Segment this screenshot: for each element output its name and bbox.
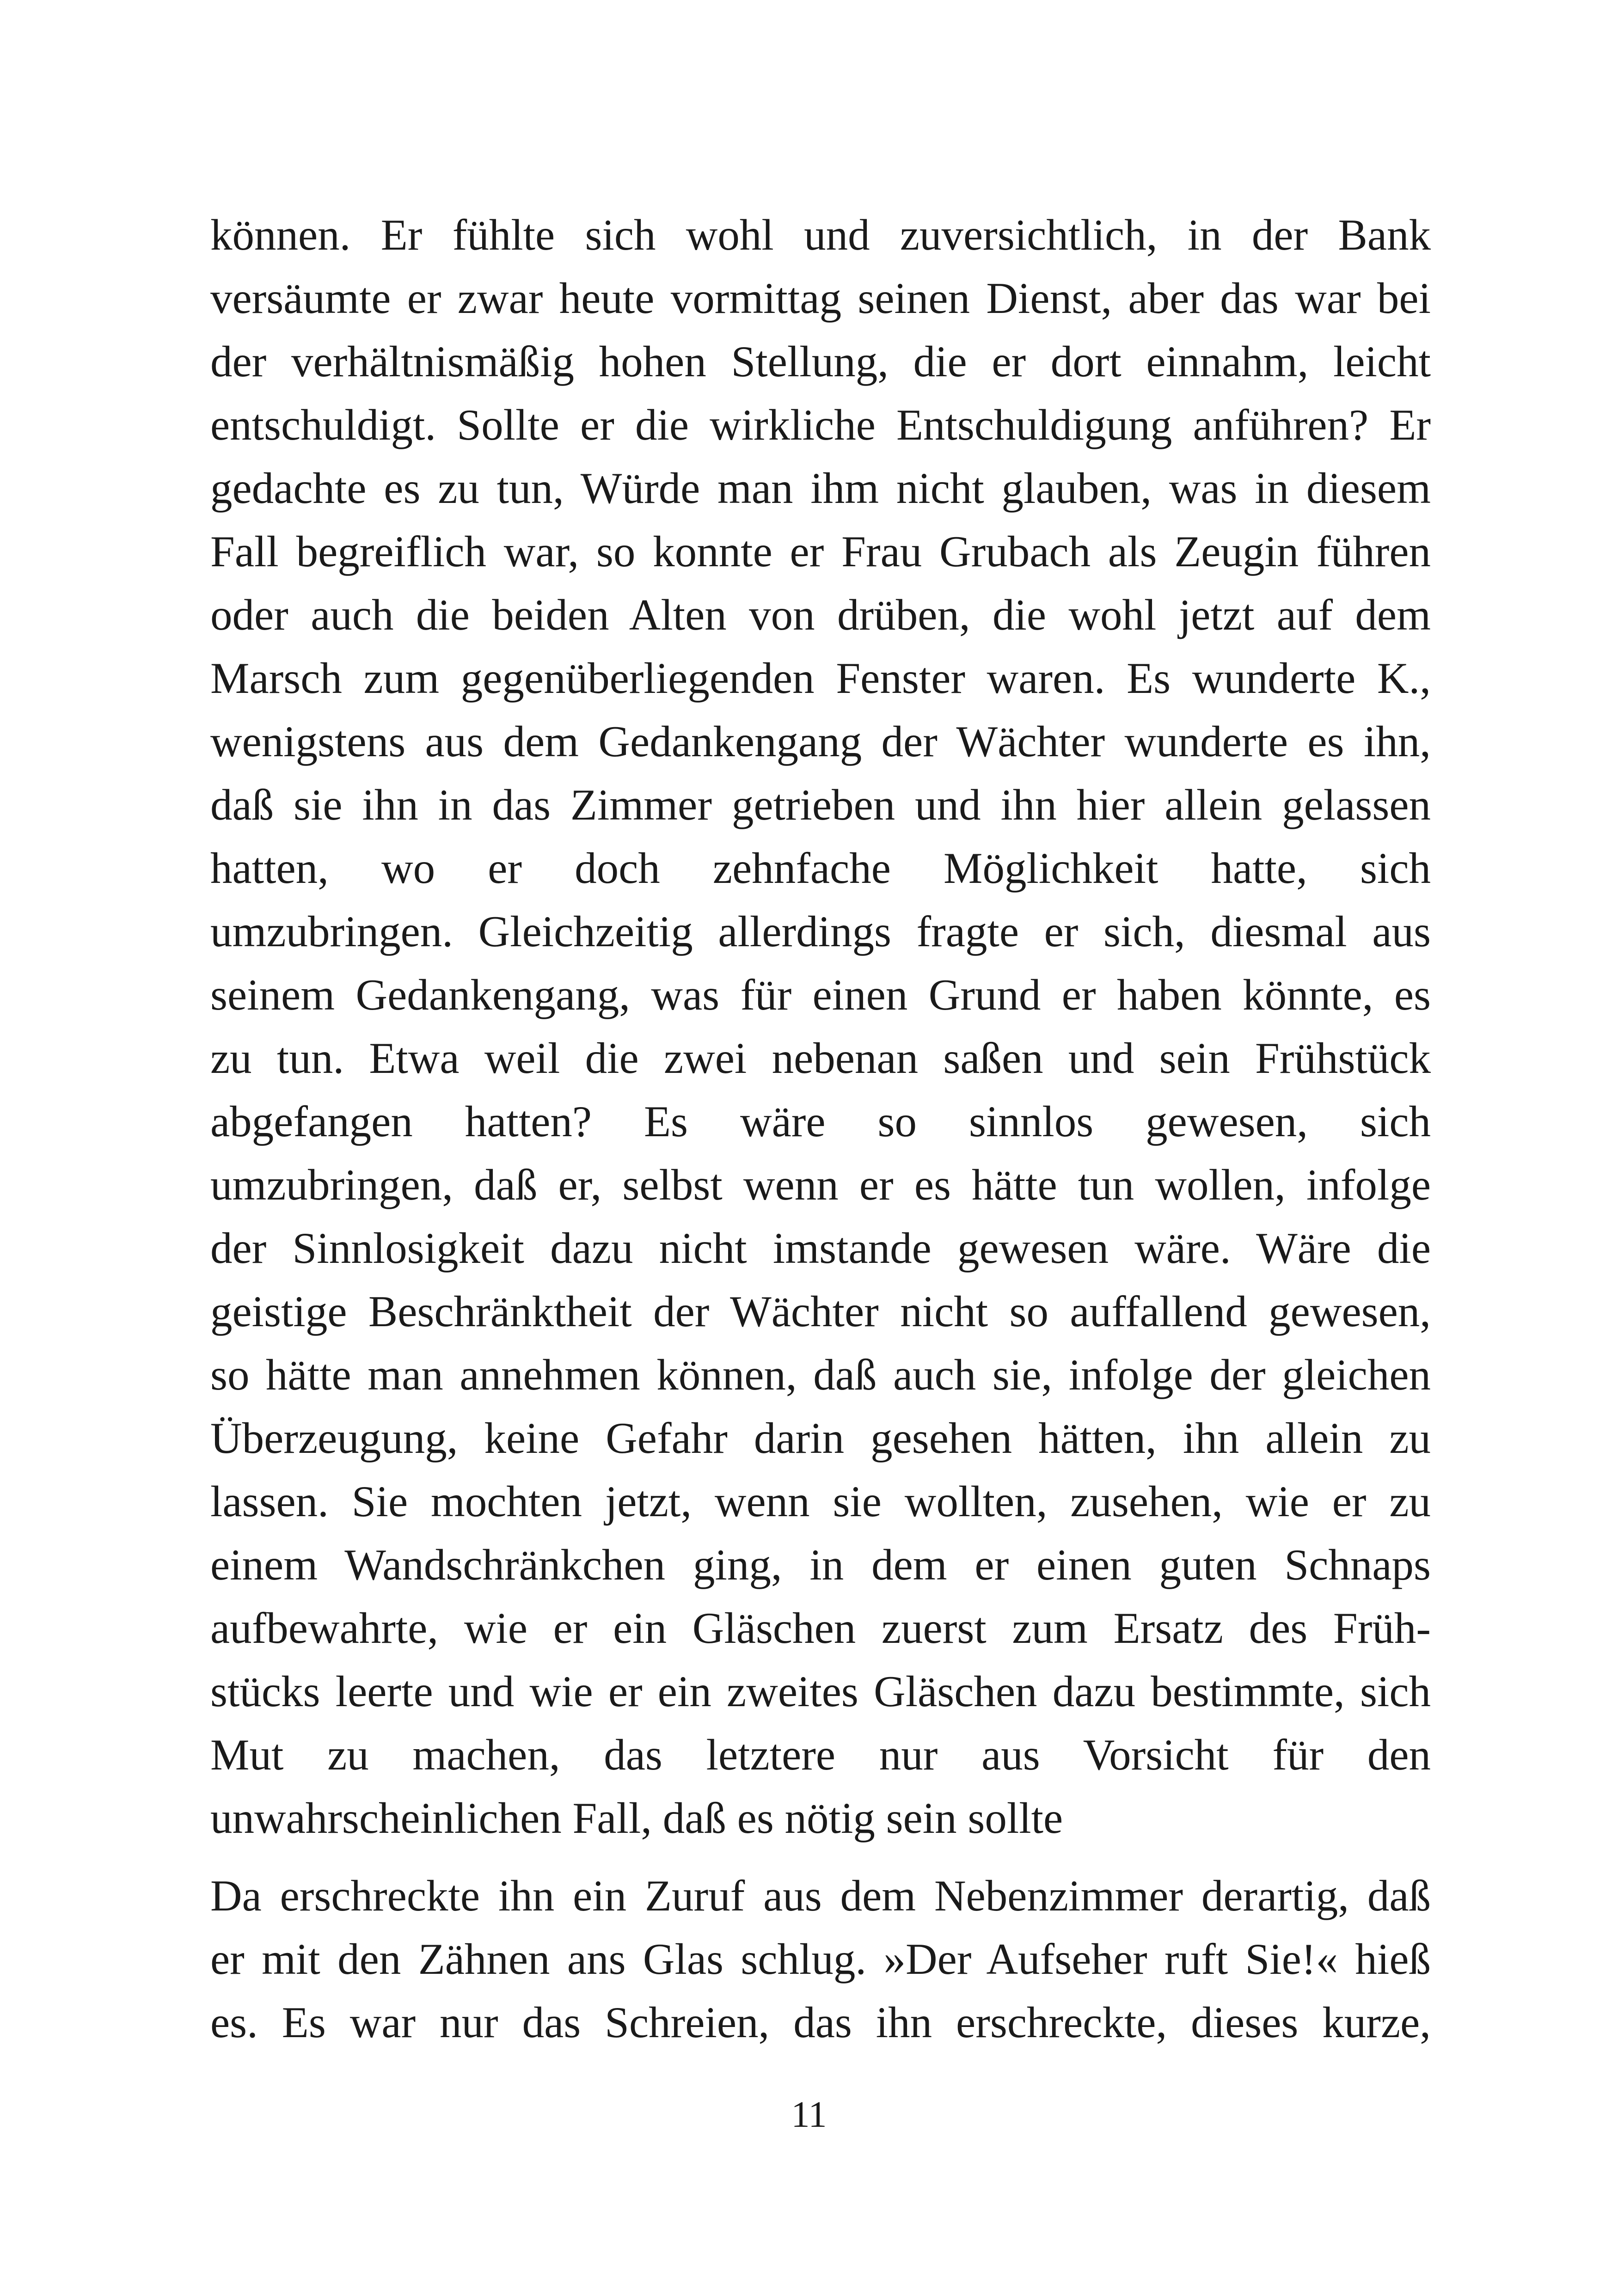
text-line: gedachte es zu tun, Würde man ihm nicht glauben, was in diesem <box>210 464 1431 513</box>
text-line: umzubringen, daß er, selbst wenn er es hätte tun wollen, infolge <box>210 1160 1431 1209</box>
text-line: umzubringen. Gleichzeitig allerdings fragte er sich, diesmal aus <box>210 907 1431 956</box>
text-line: versäumte er zwar heute vormittag seinen Dienst, aber das war bei <box>210 274 1431 323</box>
text-line: der Sinnlosigkeit dazu nicht imstande gewesen wäre. Wäre die <box>210 1224 1431 1273</box>
text-line: so hätte man annehmen können, daß auch sie, infolge der gleichen <box>210 1350 1431 1399</box>
text-line: oder auch die beiden Alten von drüben, die wohl jetzt auf dem <box>210 590 1431 639</box>
text-line: lassen. Sie mochten jetzt, wenn sie wollten, zusehen, wie er zu <box>210 1477 1431 1526</box>
text-line: er mit den Zähnen ans Glas schlug. »Der Aufseher ruft Sie!« hieß <box>210 1935 1431 1984</box>
text-line: entschuldigt. Sollte er die wirkliche Entschuldigung anführen? Er <box>210 400 1431 449</box>
text-line: Fall begreiflich war, so konnte er Frau Grubach als Zeugin führen <box>210 527 1431 576</box>
page-number: 11 <box>791 2094 827 2135</box>
text-line: wenigstens aus dem Gedankengang der Wächter wunderte es ihn, <box>210 717 1431 766</box>
text-line: stücks leerte und wie er ein zweites Gläschen dazu bestimmte, sich <box>210 1667 1431 1716</box>
text-line: können. Er fühlte sich wohl und zuversichtlich, in der Bank <box>210 210 1431 259</box>
text-line: geistige Beschränktheit der Wächter nicht so auffallend gewesen, <box>210 1287 1431 1336</box>
paragraph-1 <box>210 203 1431 1850</box>
text-line: seinem Gedankengang, was für einen Grund er haben könnte, es <box>210 970 1431 1019</box>
text-line: es. Es war nur das Schreien, das ihn erschreckte, dieses kurze, <box>210 1998 1431 2047</box>
paragraph-2 <box>210 1864 1431 2054</box>
text-line: abgefangen hatten? Es wäre so sinnlos gewesen, sich <box>210 1097 1431 1146</box>
text-line: daß sie ihn in das Zimmer getrieben und ihn hier allein gelassen <box>210 780 1431 829</box>
text-line: Da erschreckte ihn ein Zuruf aus dem Nebenzimmer derartig, daß <box>210 1871 1431 1920</box>
text-line: zu tun. Etwa weil die zwei nebenan saßen und sein Frühstück <box>210 1034 1431 1083</box>
text-line: hatten, wo er doch zehnfache Möglichkeit hatte, sich <box>210 844 1431 893</box>
text-line: Überzeugung, keine Gefahr darin gesehen hätten, ihn allein zu <box>210 1414 1431 1463</box>
text-line: unwahrscheinlichen Fall, daß es nötig sein sollte <box>210 1794 1063 1843</box>
text-line: aufbewahrte, wie er ein Gläschen zuerst zum Ersatz des Früh- <box>210 1604 1431 1653</box>
text-line: Mut zu machen, das letztere nur aus Vorsicht für den <box>210 1730 1431 1779</box>
text-line: Marsch zum gegenüberliegenden Fenster waren. Es wunderte K., <box>210 654 1431 703</box>
text-line: der verhältnismäßig hohen Stellung, die er dort einnahm, leicht <box>210 337 1431 386</box>
text-line: einem Wandschränkchen ging, in dem er einen guten Schnaps <box>210 1540 1431 1589</box>
